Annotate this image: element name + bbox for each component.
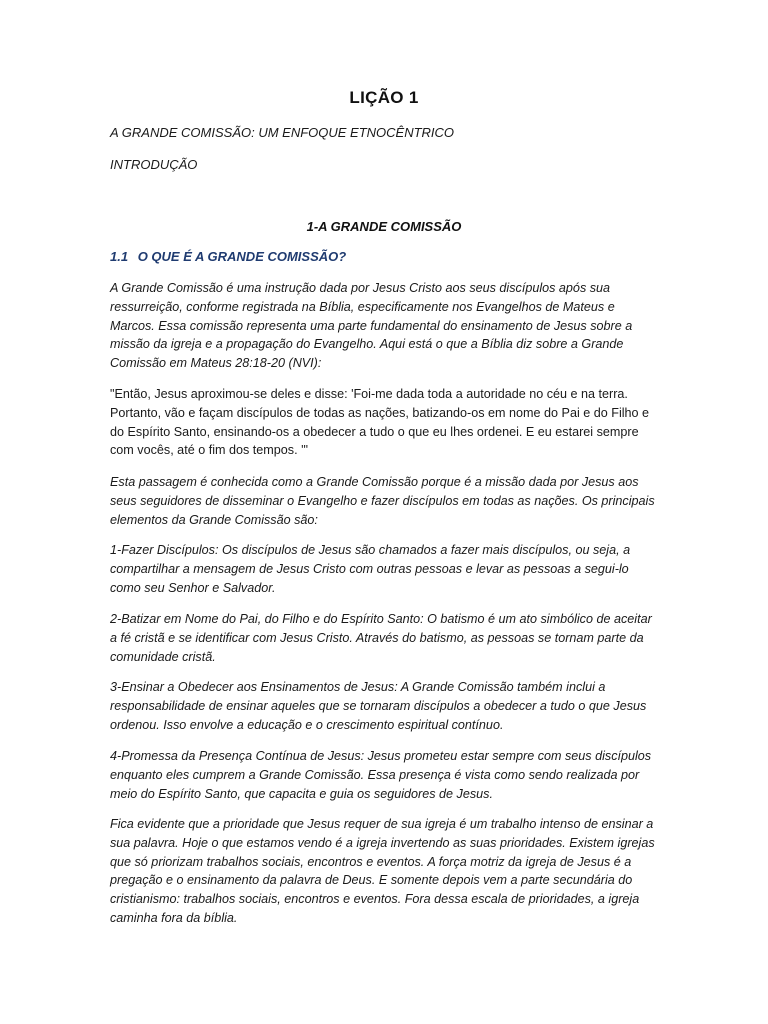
intro-label: INTRODUÇÃO: [110, 157, 198, 172]
lesson-subtitle: A GRANDE COMISSÃO: UM ENFOQUE ETNOCÊNTRICO: [110, 125, 455, 140]
paragraph-quote: "Então, Jesus aproximou-se deles e disse: 'Foi-me dada toda a autoridade no céu e na terra. Portanto, vão e façam discípulos de todas as nações, batizando-os em nome do Pai e do Filho e do Espírito Santo, ensinando-os a obedecer a tudo o que eu lhes ordenei. E eu estarei sempre com vocês, até o fim dos tempos. '": [110, 387, 650, 458]
paragraph-conclusion: Fica evidente que a prioridade que Jesus requer de sua igreja é um trabalho intenso de ensinar a sua palavra. Hoje o que estamos vendo é a igreja invertendo as suas prioridades. Existem igrejas que só priorizam trabalhos sociais, encontros e eventos. A força motriz da igreja de Jesus é a pregação e o ensinamento da palavra de Deus. E somente depois vem a parte secundária do cristianismo: trabalhos sociais, encontros e eventos. Fora dessa escala de prioridades, a igreja caminha fora da bíblia.: [110, 817, 655, 925]
paragraph-item-2: 2-Batizar em Nome do Pai, do Filho e do Espírito Santo: O batismo é um ato simbólico de aceitar a fé cristã e se identificar com Jesus Cristo. Através do batismo, as pessoas se tornam parte da comunidade cristã.: [110, 612, 652, 664]
paragraph-item-3: 3-Ensinar a Obedecer aos Ensinamentos de Jesus: A Grande Comissão também inclui a responsabilidade de ensinar aqueles que se tornaram discípulos a obedecer a tudo o que Jesus ordenou. Isso envolve a educação e o crescimento espiritual contínuo.: [110, 680, 647, 732]
paragraph-elements-intro: Esta passagem é conhecida como a Grande Comissão porque é a missão dada por Jesus aos seus seguidores de disseminar o Evangelho e fazer discípulos em todas as nações. Os principais elementos da Grande Comissão são:: [110, 475, 655, 527]
section-heading: 1-A GRANDE COMISSÃO: [306, 219, 462, 234]
paragraph-item-1: 1-Fazer Discípulos: Os discípulos de Jesus são chamados a fazer mais discípulos, ou seja, a compartilhar a mensagem de Jesus Cristo com outras pessoas e levar as pessoas a segui-lo como seu Senhor e Salvador.: [110, 543, 631, 595]
paragraph-intro: A Grande Comissão é uma instrução dada por Jesus Cristo aos seus discípulos após sua ressurreição, conforme registrada na Bíblia, especificamente nos Evangelhos de Mateus e Marcos. Essa comissão representa uma parte fundamental do ensinamento de Jesus sobre a missão da igreja e a propagação do Evangelho. Aqui está o que a Bíblia diz sobre a Grande Comissão em Mateus 28:18-20 (NVI):: [110, 281, 633, 371]
subsection-number: 1.1: [110, 249, 129, 264]
lesson-title: LIÇÃO 1: [349, 88, 419, 107]
paragraph-item-4: 4-Promessa da Presença Contínua de Jesus: Jesus prometeu estar sempre com seus discípulos enquanto eles cumprem a Grande Comissão. Essa presença é vista como sendo realizada por meio do Espírito Santo, que capacita e guia os seguidores de Jesus.: [110, 749, 652, 801]
subsection-heading: [110, 249, 346, 264]
subsection-title: O QUE É A GRANDE COMISSÃO?: [137, 249, 347, 264]
